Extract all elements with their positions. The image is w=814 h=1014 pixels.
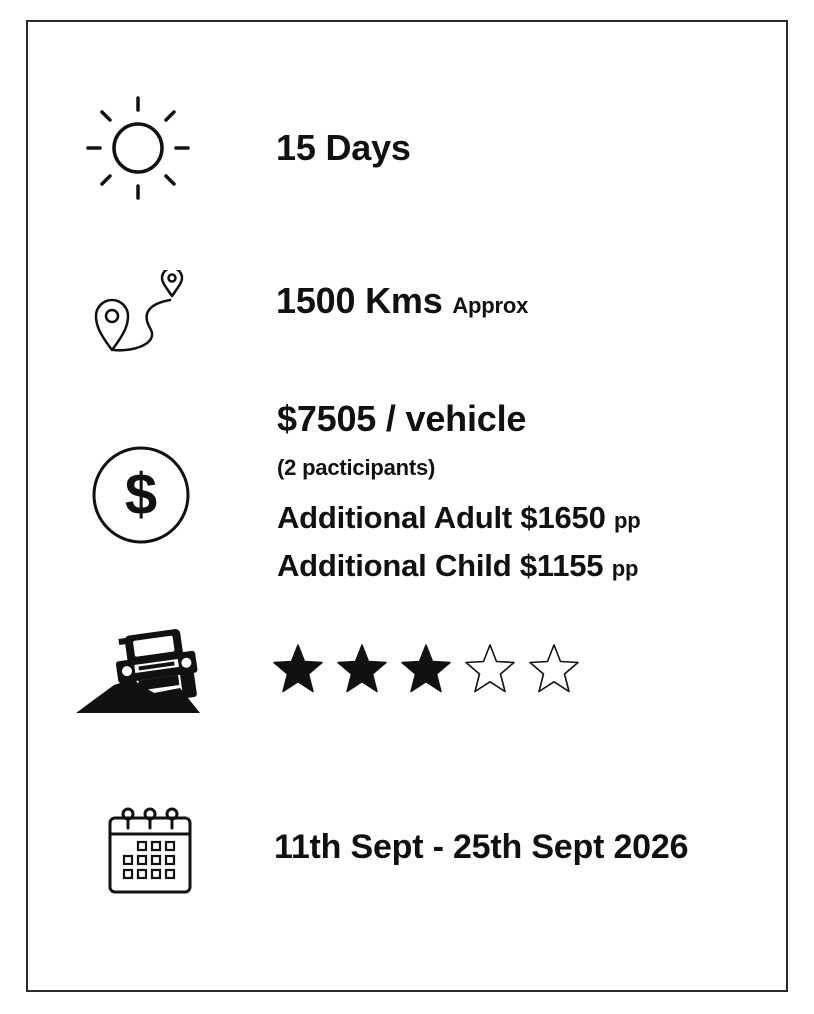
distance-text — [276, 280, 528, 322]
price-main: $7505 / vehicle — [277, 398, 527, 439]
star-outline-icon — [528, 642, 580, 694]
price-adult-label: Additional Adult $1650 — [277, 500, 606, 535]
star-filled-icon — [272, 642, 324, 694]
price-child-unit: pp — [611, 556, 639, 581]
distance-suffix: Approx — [452, 293, 529, 318]
svg-text:$: $ — [124, 462, 158, 527]
price-adult-unit: pp — [614, 508, 641, 533]
price-child-label: Additional Child $1155 — [277, 548, 604, 583]
price-note: (2 pacticipants) — [277, 455, 436, 480]
star-filled-icon — [336, 642, 388, 694]
calendar-icon — [106, 804, 194, 896]
offroad-jeep-icon — [76, 622, 206, 716]
price-adult — [277, 500, 641, 536]
duration-text: 15 Days — [276, 127, 411, 168]
dollar-icon — [90, 444, 192, 546]
star-outline-icon — [464, 642, 516, 694]
sun-icon — [84, 94, 192, 202]
distance-value: 1500 Kms — [276, 280, 443, 321]
star-filled-icon — [400, 642, 452, 694]
route-pin-icon — [90, 270, 190, 356]
price-child — [277, 548, 638, 584]
dates-text: 11th Sept - 25th Sept 2026 — [274, 828, 689, 866]
difficulty-rating — [272, 642, 580, 694]
